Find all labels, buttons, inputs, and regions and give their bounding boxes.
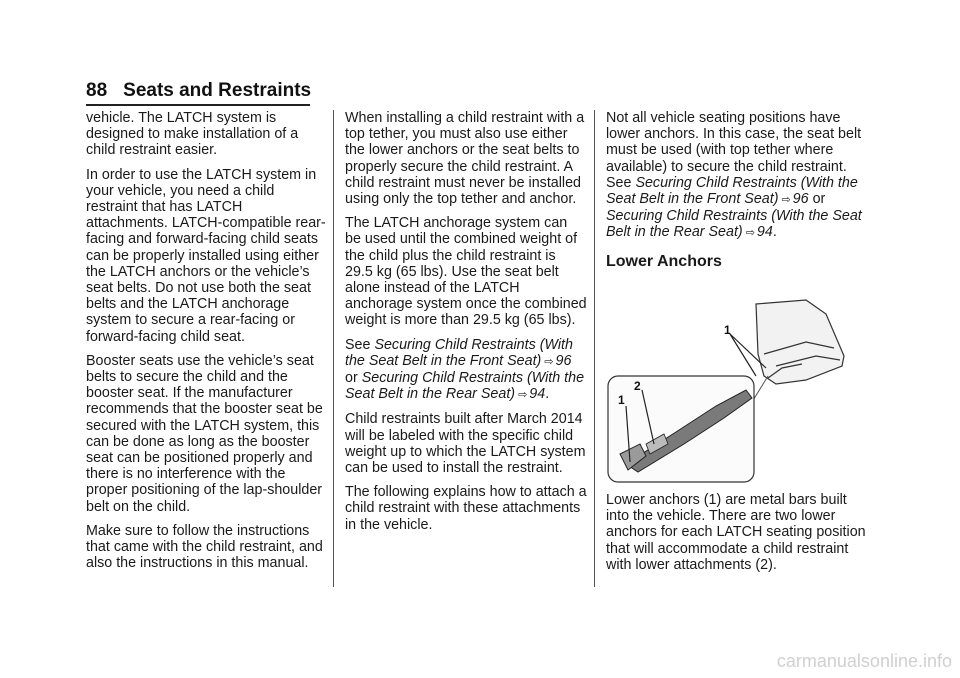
page-header	[86, 80, 311, 102]
lower-anchors-heading: Lower Anchors	[606, 252, 722, 270]
lower-anchors-paragraph: Lower anchors (1) are metal bars built into the vehicle. There are two lower anchors for each LATCH seating position that will accommodate a child restraint with lower attachments (2).	[606, 492, 866, 573]
paragraph-text: Not all vehicle seating positions have lower anchors. In this case, the seat belt must be used (with top tether where available) to secure the child restraint.	[606, 110, 862, 175]
header-rule	[86, 104, 310, 106]
paragraph: Make sure to follow the instructions that came with the child restraint, and also the instructions in this manual.	[86, 522, 323, 572]
column-divider-1	[333, 110, 334, 587]
callout-label: 1	[724, 323, 731, 337]
watermark: carmanualsonline.info	[776, 651, 952, 671]
page-number: 88	[86, 80, 108, 101]
page-arrow-icon: ⇨	[518, 389, 528, 402]
page-arrow-icon: ⇨	[745, 227, 755, 240]
lower-anchors-illustration	[606, 294, 864, 484]
paragraph: Child restraints built after March 2014 will be labeled with the specific child weight up to which the LATCH system can be used to install the restraint.	[345, 411, 586, 477]
callout-label: 2	[634, 379, 641, 393]
paragraph: In order to use the LATCH system in your vehicle, you need a child restraint that has LATCH attachments. LATCH-compatible rear-facing and forward-facing child seats can be properly installed using either the LATCH anchors or the vehicle’s seat belts. Do not use both the seat belts and the LATCH anchorage system to secure a rear-facing or forward-facing child seat.	[86, 166, 326, 345]
cross-reference-paragraph: Not all vehicle seating positions have lower anchors. In this case, the seat belt must be used (with top tether where available) to secure the child restraint. See Securing Child Restraints (With the Seat Belt in the Front Seat) ⇨ 96 or Securing Child Restraints (With the Seat Belt in the Rear Seat) ⇨ 94.	[606, 110, 862, 241]
paragraph: vehicle. The LATCH system is designed to make installation of a child restraint easier.	[86, 110, 299, 159]
see-text: See	[606, 174, 632, 191]
column-2	[345, 110, 587, 541]
page-arrow-icon: ⇨	[781, 194, 791, 207]
xref-link-rear-seat[interactable]: Securing Child Restraints (With the Seat Belt in the Rear Seat)	[345, 370, 585, 403]
xref-link-front-seat[interactable]: Securing Child Restraints (With the Seat Belt in the Front Seat)	[345, 336, 573, 369]
section-title: Seats and Restraints	[123, 80, 312, 101]
or-text: or	[812, 191, 826, 208]
page-ref[interactable]: 96	[792, 191, 809, 208]
paragraph: Booster seats use the vehicle’s seat belts to secure the child and the booster seat. If the manufacturer recommends that the booster seat be secured with the LATCH system, this can be done as long as the booster seat can be positioned properly and there is no interference with the proper positioning of the lap-shoulder belt on the child.	[86, 352, 323, 515]
or-text: or	[345, 370, 358, 387]
page-ref[interactable]: 94	[756, 224, 773, 241]
xref-link-front-seat[interactable]: Securing Child Restraints (With the Seat Belt in the Front Seat)	[606, 174, 858, 208]
see-text: See	[345, 336, 371, 353]
page-ref[interactable]: 94	[529, 386, 546, 403]
paragraph: The following explains how to attach a child restraint with these attachments in the vehicle.	[345, 484, 587, 533]
page-ref[interactable]: 96	[555, 352, 572, 369]
seat-drawing	[756, 300, 844, 384]
cross-reference-paragraph: See Securing Child Restraints (With the Seat Belt in the Front Seat) ⇨ 96 or Securing Child Restraints (With the Seat Belt in the Rear Seat) ⇨ 94.	[345, 336, 585, 403]
page-arrow-icon: ⇨	[544, 355, 554, 368]
paragraph: The LATCH anchorage system can be used until the combined weight of the child plus the child restraint is 29.5 kg (65 lbs). Use the seat belt alone instead of the LATCH anchorage system once the combined weight is more than 29.5 kg (65 lbs).	[345, 215, 587, 329]
column-3	[606, 110, 868, 272]
xref-link-rear-seat[interactable]: Securing Child Restraints (With the Seat Belt in the Rear Seat)	[606, 208, 862, 241]
column-1	[86, 110, 326, 579]
callout-label: 1	[618, 393, 625, 407]
column-divider-2	[594, 110, 595, 587]
paragraph: When installing a child restraint with a top tether, you must also use either the lower anchors or the seat belts to properly secure the child restraint. A child restraint must never be installed using only the top tether and anchor.	[345, 110, 585, 208]
